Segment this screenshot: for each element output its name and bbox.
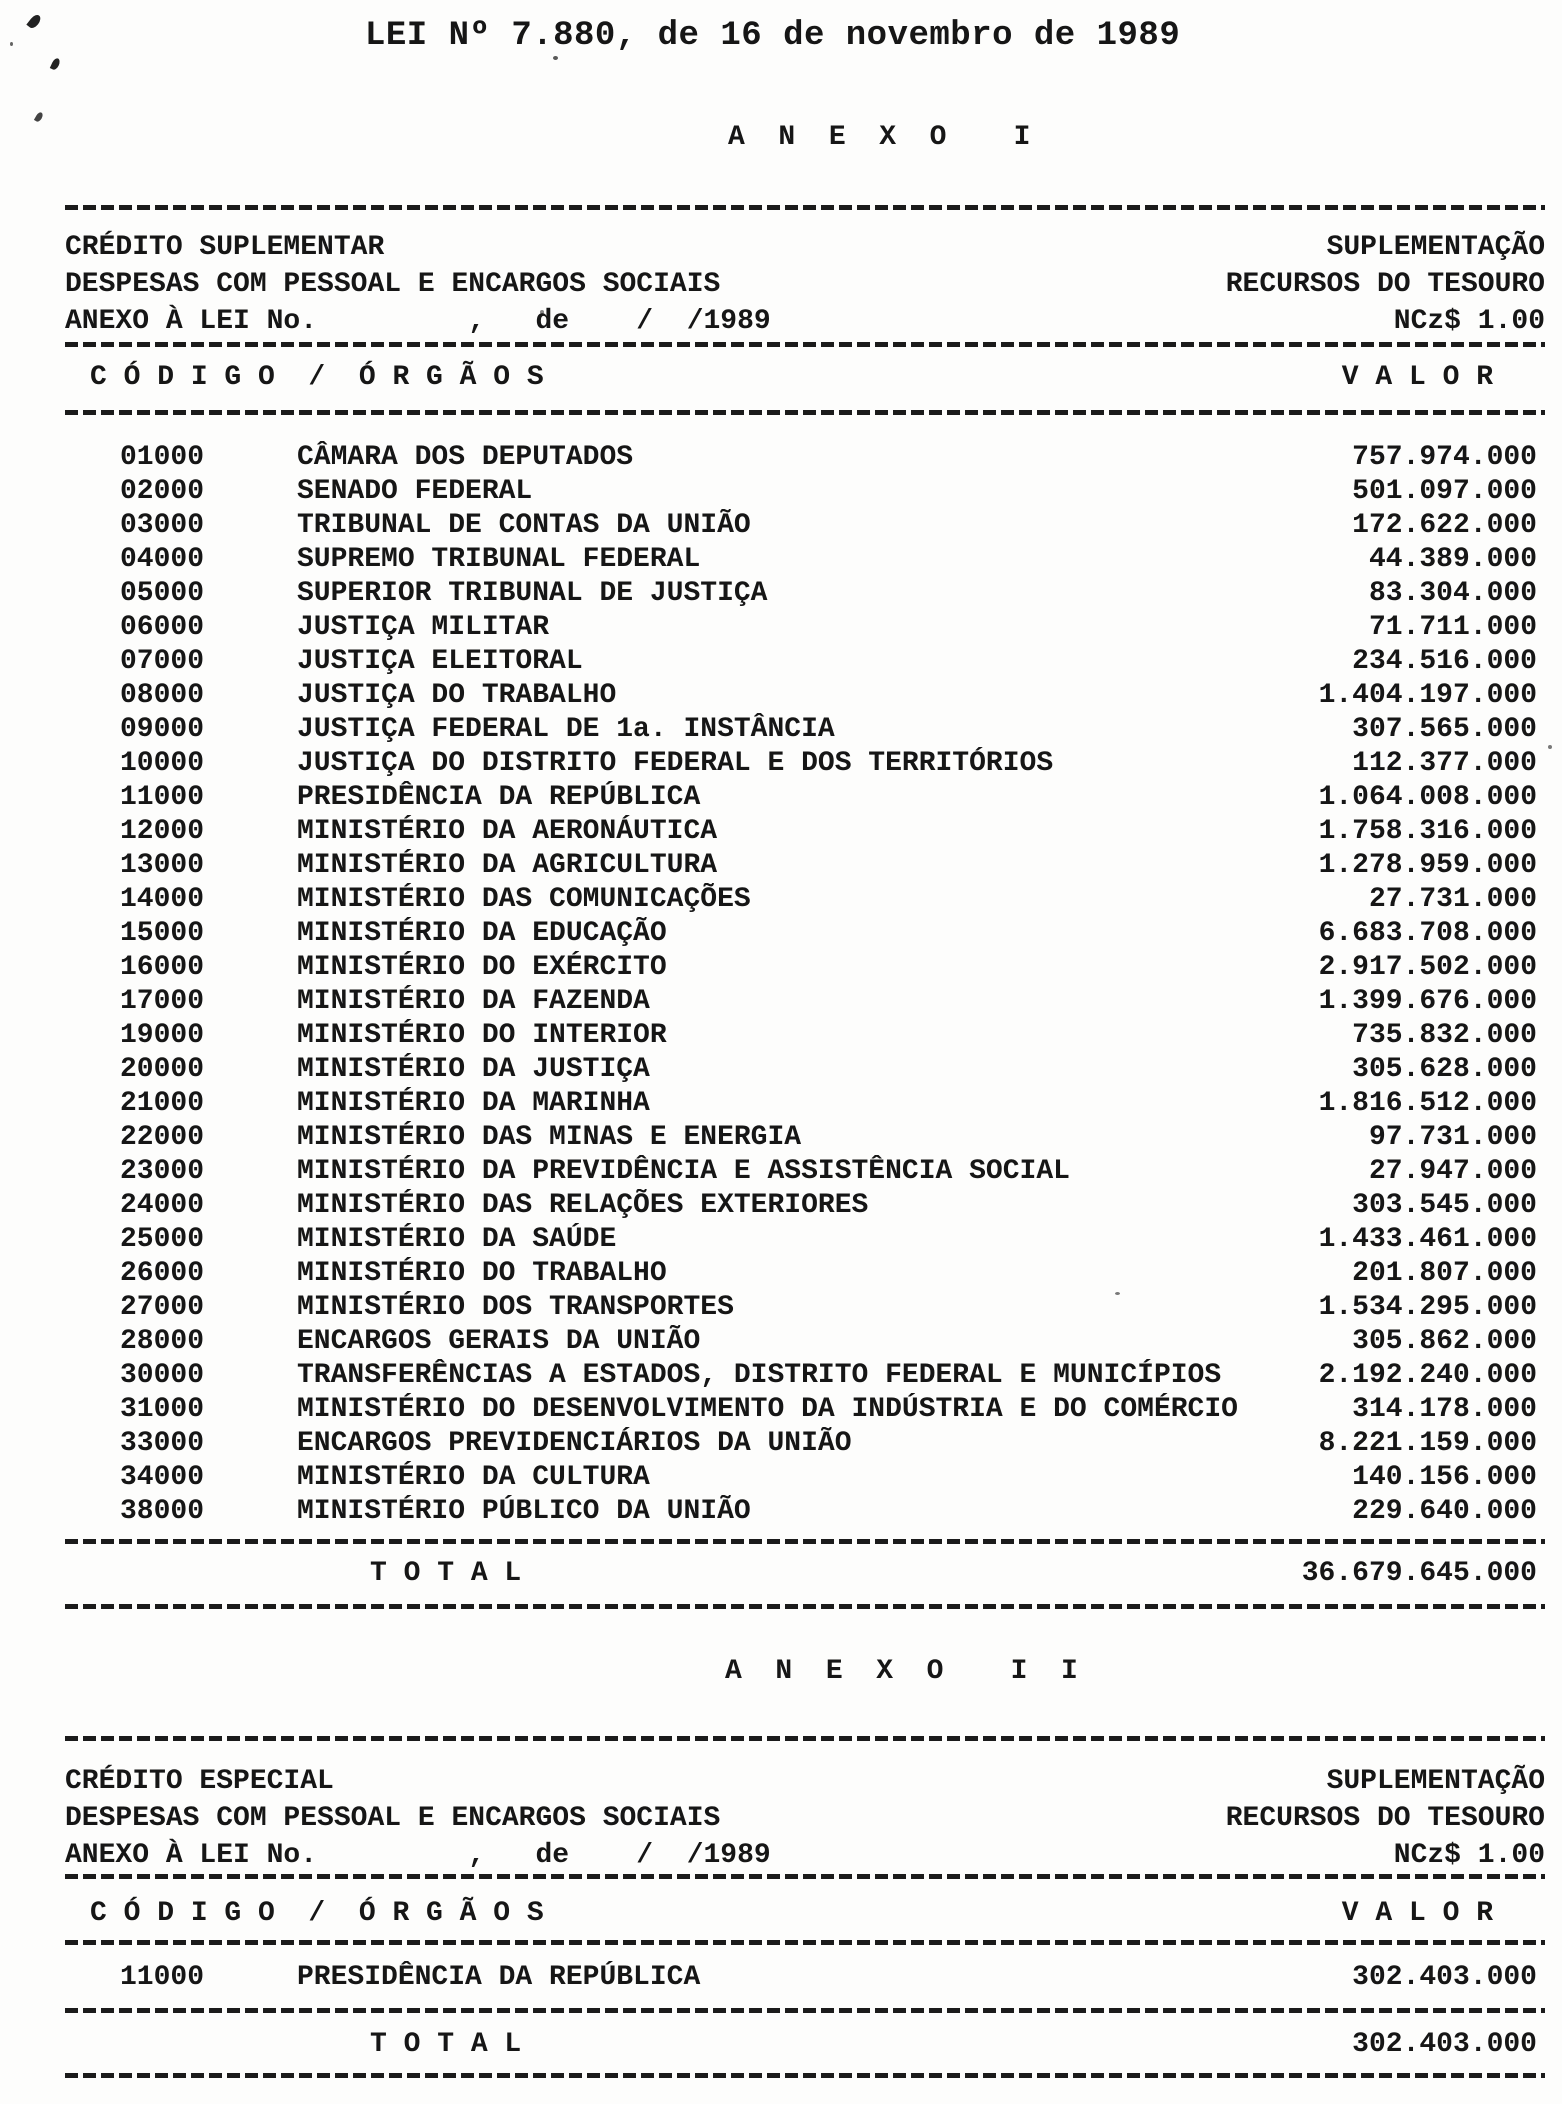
table-row <box>65 781 1545 815</box>
org-name: PRESIDÊNCIA DA REPÚBLICA <box>297 1962 701 1993</box>
divider <box>65 1604 1545 1609</box>
meta-right-text: RECURSOS DO TESOURO <box>1225 269 1545 300</box>
table-row <box>65 1359 1545 1393</box>
org-name: ENCARGOS PREVIDENCIÁRIOS DA UNIÃO <box>297 1428 852 1459</box>
org-value: 501.097.000 <box>1352 476 1537 507</box>
org-code: 07000 <box>120 646 205 677</box>
org-value: 112.377.000 <box>1352 748 1537 779</box>
org-code: 28000 <box>120 1326 205 1357</box>
org-code: 34000 <box>120 1462 205 1493</box>
org-value: 140.156.000 <box>1352 1462 1537 1493</box>
org-value: 44.389.000 <box>1368 544 1537 575</box>
table-row <box>65 713 1545 747</box>
org-value: 172.622.000 <box>1352 510 1537 541</box>
org-name: MINISTÉRIO DA FAZENDA <box>297 986 650 1017</box>
org-name: MINISTÉRIO DO EXÉRCITO <box>297 952 667 983</box>
org-code: 11000 <box>120 1962 205 1993</box>
org-name: MINISTÉRIO DA AERONÁUTICA <box>297 816 718 847</box>
org-value: 735.832.000 <box>1352 1020 1537 1051</box>
table-row <box>65 1291 1545 1325</box>
org-name: MINISTÉRIO DA PREVIDÊNCIA E ASSISTÊNCIA SOCIAL <box>297 1156 1070 1187</box>
org-code: 19000 <box>120 1020 205 1051</box>
org-code: 09000 <box>120 714 205 745</box>
org-value: 1.433.461.000 <box>1318 1224 1537 1255</box>
table-row <box>65 1087 1545 1121</box>
org-code: 25000 <box>120 1224 205 1255</box>
annex-1-heading: A N E X O I <box>728 122 1031 153</box>
table-row <box>65 509 1545 543</box>
org-code: 02000 <box>120 476 205 507</box>
annex-2-rows <box>65 1961 1545 1995</box>
org-code: 27000 <box>120 1292 205 1323</box>
table-row <box>65 1257 1545 1291</box>
column-header-valor: V A L O R <box>1341 1898 1493 1929</box>
annex-2-total-row <box>65 2027 1545 2063</box>
org-code: 38000 <box>120 1496 205 1527</box>
annex-2 <box>65 1657 1545 2078</box>
org-code: 10000 <box>120 748 205 779</box>
meta-line <box>65 229 1545 266</box>
org-value: 757.974.000 <box>1352 442 1537 473</box>
org-name: MINISTÉRIO DO TRABALHO <box>297 1258 667 1289</box>
org-value: 305.628.000 <box>1352 1054 1537 1085</box>
table-row <box>65 917 1545 951</box>
org-code: 23000 <box>120 1156 205 1187</box>
org-code: 13000 <box>120 850 205 881</box>
table-row <box>65 543 1545 577</box>
annex-1-meta <box>65 229 1545 340</box>
ink-speck <box>50 57 61 71</box>
org-name: MINISTÉRIO PÚBLICO DA UNIÃO <box>297 1496 751 1527</box>
org-name: MINISTÉRIO DAS COMUNICAÇÕES <box>297 884 751 915</box>
org-value: 27.731.000 <box>1368 884 1537 915</box>
org-name: TRANSFERÊNCIAS A ESTADOS, DISTRITO FEDERAL E MUNICÍPIOS <box>297 1360 1222 1391</box>
ink-speck <box>26 13 42 30</box>
table-row <box>65 1461 1545 1495</box>
org-code: 04000 <box>120 544 205 575</box>
divider <box>65 1539 1545 1544</box>
org-name: SUPREMO TRIBUNAL FEDERAL <box>297 544 701 575</box>
org-value: 8.221.159.000 <box>1318 1428 1537 1459</box>
org-value: 1.278.959.000 <box>1318 850 1537 881</box>
org-name: JUSTIÇA FEDERAL DE 1a. INSTÂNCIA <box>297 714 835 745</box>
org-name: MINISTÉRIO DA CULTURA <box>297 1462 650 1493</box>
table-row <box>65 1223 1545 1257</box>
table-row <box>65 1495 1545 1529</box>
table-row <box>65 611 1545 645</box>
org-name: MINISTÉRIO DA JUSTIÇA <box>297 1054 650 1085</box>
table-row <box>65 849 1545 883</box>
table-row <box>65 1427 1545 1461</box>
org-value: 83.304.000 <box>1368 578 1537 609</box>
meta-right-text: SUPLEMENTAÇÃO <box>1326 1766 1545 1797</box>
table-row <box>65 577 1545 611</box>
org-name: PRESIDÊNCIA DA REPÚBLICA <box>297 782 701 813</box>
org-name: MINISTÉRIO DA MARINHA <box>297 1088 650 1119</box>
column-header-valor: V A L O R <box>1341 362 1493 393</box>
table-row <box>65 645 1545 679</box>
org-code: 31000 <box>120 1394 205 1425</box>
divider <box>65 342 1545 347</box>
meta-line <box>65 303 1545 340</box>
org-code: 05000 <box>120 578 205 609</box>
meta-left-text: CRÉDITO SUPLEMENTAR <box>65 232 385 263</box>
divider <box>65 205 1545 210</box>
column-header-codigo-orgaos: C Ó D I G O / Ó R G Ã O S <box>90 362 544 393</box>
meta-right-text: SUPLEMENTAÇÃO <box>1326 232 1545 263</box>
org-code: 16000 <box>120 952 205 983</box>
org-value: 307.565.000 <box>1352 714 1537 745</box>
table-row <box>65 1393 1545 1427</box>
total-value: 302.403.000 <box>1352 2029 1537 2060</box>
org-name: JUSTIÇA DO DISTRITO FEDERAL E DOS TERRITÓRIOS <box>297 748 1054 779</box>
org-code: 33000 <box>120 1428 205 1459</box>
org-name: ENCARGOS GERAIS DA UNIÃO <box>297 1326 701 1357</box>
org-name: JUSTIÇA MILITAR <box>297 612 550 643</box>
annex-2-meta <box>65 1763 1545 1874</box>
table-row <box>65 883 1545 917</box>
org-value: 302.403.000 <box>1352 1962 1537 1993</box>
org-code: 15000 <box>120 918 205 949</box>
org-code: 26000 <box>120 1258 205 1289</box>
org-code: 06000 <box>120 612 205 643</box>
annex-1-total-row <box>65 1556 1545 1592</box>
org-value: 2.917.502.000 <box>1318 952 1537 983</box>
column-header-codigo-orgaos: C Ó D I G O / Ó R G Ã O S <box>90 1898 544 1929</box>
org-name: MINISTÉRIO DOS TRANSPORTES <box>297 1292 734 1323</box>
org-code: 14000 <box>120 884 205 915</box>
divider <box>65 1874 1545 1879</box>
ink-speck <box>10 42 13 46</box>
org-name: MINISTÉRIO DAS MINAS E ENERGIA <box>297 1122 802 1153</box>
org-value: 303.545.000 <box>1352 1190 1537 1221</box>
meta-right-text: NCz$ 1.00 <box>1393 1840 1545 1871</box>
org-code: 22000 <box>120 1122 205 1153</box>
table-row <box>65 1053 1545 1087</box>
org-name: MINISTÉRIO DO INTERIOR <box>297 1020 667 1051</box>
org-value: 229.640.000 <box>1352 1496 1537 1527</box>
divider <box>65 1736 1545 1741</box>
ink-speck <box>34 111 44 123</box>
org-value: 1.534.295.000 <box>1318 1292 1537 1323</box>
org-code: 20000 <box>120 1054 205 1085</box>
org-value: 6.683.708.000 <box>1318 918 1537 949</box>
org-value: 1.064.008.000 <box>1318 782 1537 813</box>
table-row <box>65 1019 1545 1053</box>
org-value: 1.399.676.000 <box>1318 986 1537 1017</box>
table-row <box>65 985 1545 1019</box>
org-value: 1.816.512.000 <box>1318 1088 1537 1119</box>
org-value: 1.758.316.000 <box>1318 816 1537 847</box>
table-row <box>65 815 1545 849</box>
table-row <box>65 475 1545 509</box>
divider <box>65 1940 1545 1945</box>
org-value: 27.947.000 <box>1368 1156 1537 1187</box>
table-row <box>65 1155 1545 1189</box>
table-row <box>65 951 1545 985</box>
table-row <box>65 441 1545 475</box>
org-value: 234.516.000 <box>1352 646 1537 677</box>
total-label: T O T A L <box>370 2029 522 2060</box>
table-row <box>65 1189 1545 1223</box>
doc-title: LEI Nº 7.880, de 16 de novembro de 1989 <box>365 17 1181 55</box>
ink-speck <box>1548 745 1552 749</box>
meta-line <box>65 1837 1545 1874</box>
table-row <box>65 1961 1545 1995</box>
org-code: 24000 <box>120 1190 205 1221</box>
org-name: SUPERIOR TRIBUNAL DE JUSTIÇA <box>297 578 768 609</box>
meta-right-text: RECURSOS DO TESOURO <box>1225 1803 1545 1834</box>
org-code: 03000 <box>120 510 205 541</box>
org-name: SENADO FEDERAL <box>297 476 533 507</box>
org-name: CÂMARA DOS DEPUTADOS <box>297 442 634 473</box>
org-name: MINISTÉRIO DA SAÚDE <box>297 1224 617 1255</box>
meta-right-text: NCz$ 1.00 <box>1393 306 1545 337</box>
meta-left-text: CRÉDITO ESPECIAL <box>65 1766 334 1797</box>
total-value: 36.679.645.000 <box>1301 1558 1537 1589</box>
org-code: 17000 <box>120 986 205 1017</box>
document-content <box>65 0 1545 2078</box>
meta-line <box>65 266 1545 303</box>
org-value: 2.192.240.000 <box>1318 1360 1537 1391</box>
table-row <box>65 747 1545 781</box>
org-code: 21000 <box>120 1088 205 1119</box>
org-name: MINISTÉRIO DO DESENVOLVIMENTO DA INDÚSTRIA E DO COMÉRCIO <box>297 1394 1238 1425</box>
org-value: 71.711.000 <box>1368 612 1537 643</box>
org-code: 30000 <box>120 1360 205 1391</box>
meta-line <box>65 1800 1545 1837</box>
org-name: JUSTIÇA DO TRABALHO <box>297 680 617 711</box>
annex-2-column-header <box>65 1899 1545 1929</box>
org-code: 11000 <box>120 782 205 813</box>
meta-left-text: DESPESAS COM PESSOAL E ENCARGOS SOCIAIS <box>65 1803 721 1834</box>
org-name: MINISTÉRIO DA EDUCAÇÃO <box>297 918 667 949</box>
org-name: MINISTÉRIO DAS RELAÇÕES EXTERIORES <box>297 1190 869 1221</box>
org-name: JUSTIÇA ELEITORAL <box>297 646 583 677</box>
total-label: T O T A L <box>370 1558 522 1589</box>
org-value: 97.731.000 <box>1368 1122 1537 1153</box>
annex-1-column-header <box>65 363 1545 393</box>
org-code: 12000 <box>120 816 205 847</box>
table-row <box>65 679 1545 713</box>
annex-2-heading: A N E X O I I <box>725 1656 1078 1687</box>
divider <box>65 2008 1545 2013</box>
annex-1 <box>65 123 1545 1609</box>
table-row <box>65 1325 1545 1359</box>
meta-left-text: ANEXO À LEI No. , de / /1989 <box>65 306 771 337</box>
meta-left-text: DESPESAS COM PESSOAL E ENCARGOS SOCIAIS <box>65 269 721 300</box>
divider <box>65 2073 1545 2078</box>
meta-line <box>65 1763 1545 1800</box>
org-code: 08000 <box>120 680 205 711</box>
meta-left-text: ANEXO À LEI No. , de / /1989 <box>65 1840 771 1871</box>
org-value: 201.807.000 <box>1352 1258 1537 1289</box>
org-name: MINISTÉRIO DA AGRICULTURA <box>297 850 718 881</box>
org-code: 01000 <box>120 442 205 473</box>
org-value: 305.862.000 <box>1352 1326 1537 1357</box>
annex-1-rows <box>65 441 1545 1529</box>
divider <box>65 410 1545 415</box>
org-value: 1.404.197.000 <box>1318 680 1537 711</box>
org-value: 314.178.000 <box>1352 1394 1537 1425</box>
table-row <box>65 1121 1545 1155</box>
org-name: TRIBUNAL DE CONTAS DA UNIÃO <box>297 510 751 541</box>
